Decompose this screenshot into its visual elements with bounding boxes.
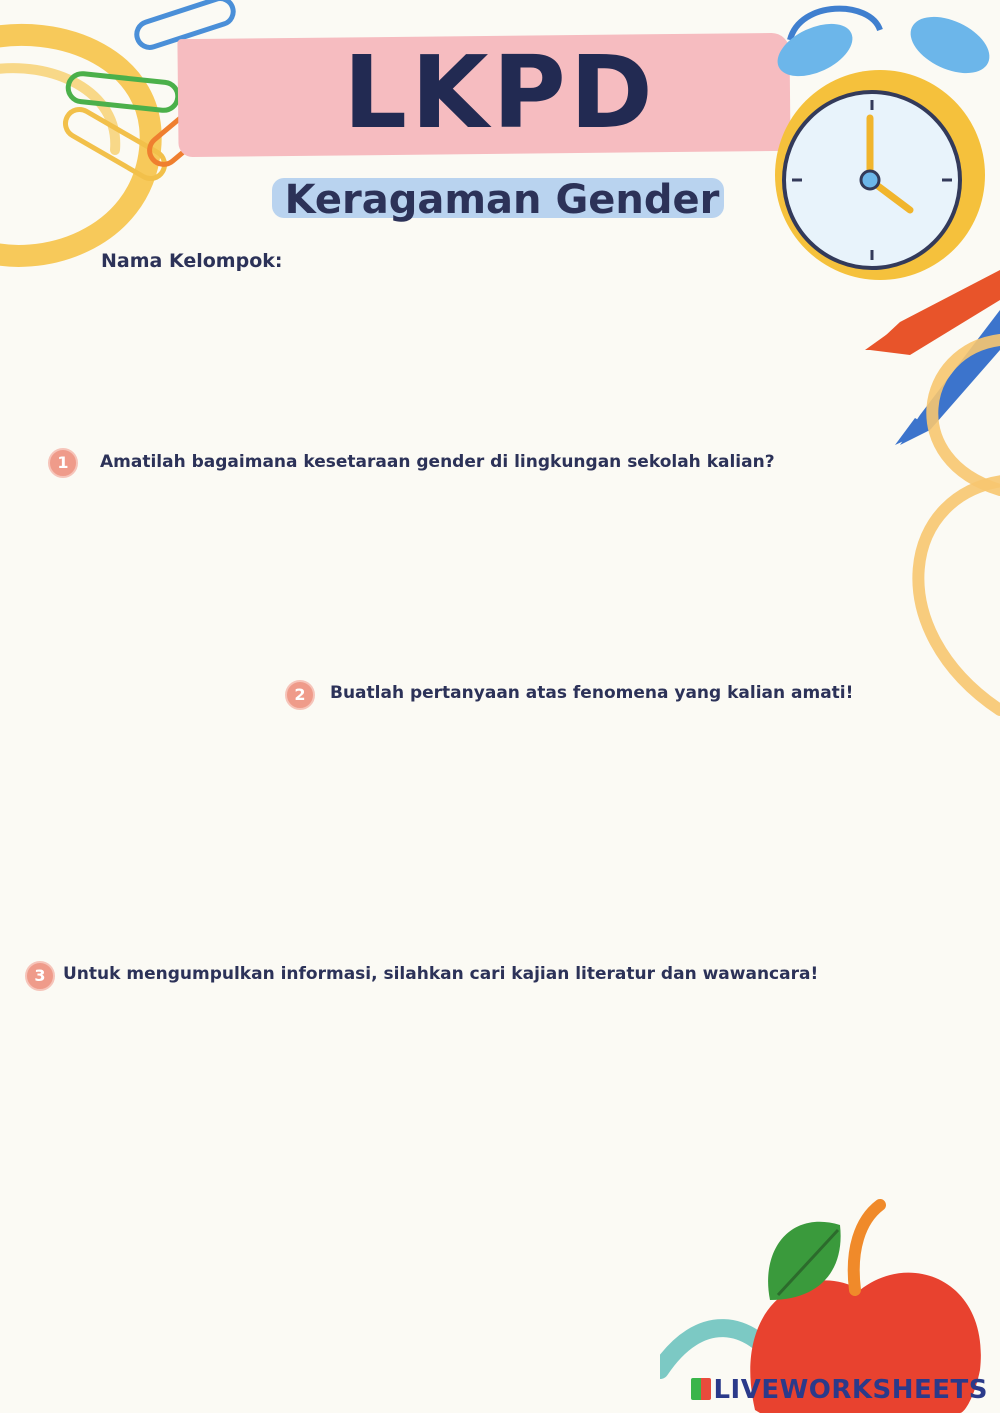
question-number-badge: 2	[285, 680, 315, 710]
question-number-badge: 1	[48, 448, 78, 478]
question-number-badge: 3	[25, 961, 55, 991]
question-text: Buatlah pertanyaan atas fenomena yang kalian amati!	[330, 683, 854, 703]
page-subtitle: Keragaman Gender	[284, 177, 720, 223]
liveworksheets-mark-icon	[691, 1378, 711, 1400]
question-text: Untuk mengumpulkan informasi, silahkan cari kajian literatur dan wawancara!	[63, 964, 819, 984]
liveworksheets-logo	[691, 1375, 988, 1405]
question-text: Amatilah bagaimana kesetaraan gender di lingkungan sekolah kalian?	[100, 452, 775, 472]
page-title: LKPD	[343, 34, 657, 151]
ring-scribble-decoration	[880, 300, 1000, 740]
brand-text: LIVEWORKSHEETS	[713, 1375, 988, 1405]
group-name-label: Nama Kelompok:	[101, 250, 283, 272]
